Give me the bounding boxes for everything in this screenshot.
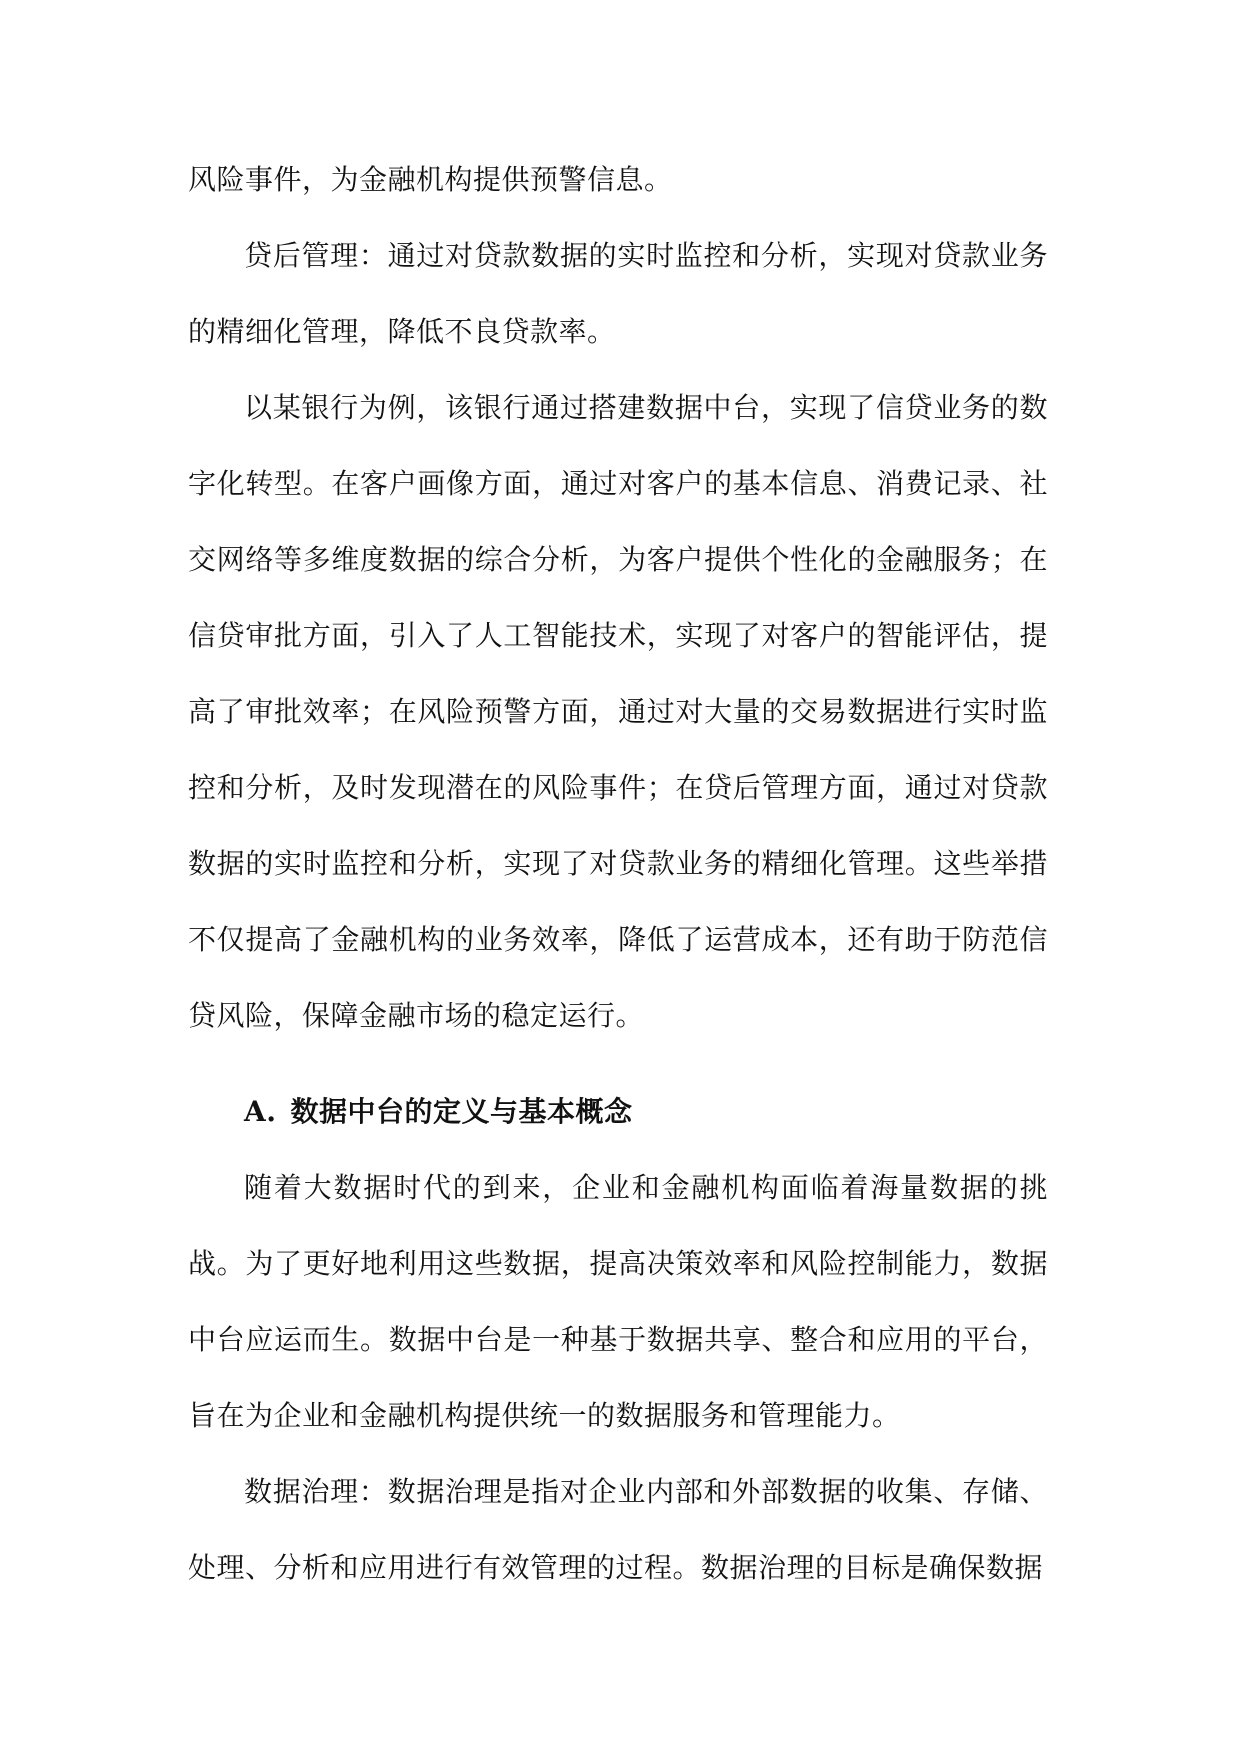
paragraph-post-loan-management: 贷后管理：通过对贷款数据的实时监控和分析，实现对贷款业务的精细化管理，降低不良贷款率。 xyxy=(188,239,1048,348)
paragraph-data-middle-platform-intro: 随着大数据时代的到来，企业和金融机构面临着海量数据的挑战。为了更好地利用这些数据，提高决策效率和风险控制能力，数据中台应运而生。数据中台是一种基于数据共享、整合和应用的平台，旨在为企业和金融机构提供统一的数据服务和管理能力。 xyxy=(188,1171,1048,1432)
section-number: A. xyxy=(244,1095,277,1128)
document-body xyxy=(188,142,1048,1606)
paragraph-risk-event-continuation: 风险事件，为金融机构提供预警信息。 xyxy=(188,163,673,196)
paragraph-bank-example: 以某银行为例，该银行通过搭建数据中台，实现了信贷业务的数字化转型。在客户画像方面，通过对客户的基本信息、消费记录、社交网络等多维度数据的综合分析，为客户提供个性化的金融服务；在信贷审批方面，引入了人工智能技术，实现了对客户的智能评估，提高了审批效率；在风险预警方面，通过对大量的交易数据进行实时监控和分析，及时发现潜在的风险事件；在贷后管理方面，通过对贷款数据的实时监控和分析，实现了对贷款业务的精细化管理。这些举措不仅提高了金融机构的业务效率，降低了运营成本，还有助于防范信贷风险，保障金融市场的稳定运行。 xyxy=(188,391,1048,1032)
paragraph-data-governance: 数据治理：数据治理是指对企业内部和外部数据的收集、存储、处理、分析和应用进行有效管理的过程。数据治理的目标是确保数据 xyxy=(188,1475,1048,1584)
section-title: 数据中台的定义与基本概念 xyxy=(290,1095,633,1128)
section-heading xyxy=(188,1074,1048,1150)
